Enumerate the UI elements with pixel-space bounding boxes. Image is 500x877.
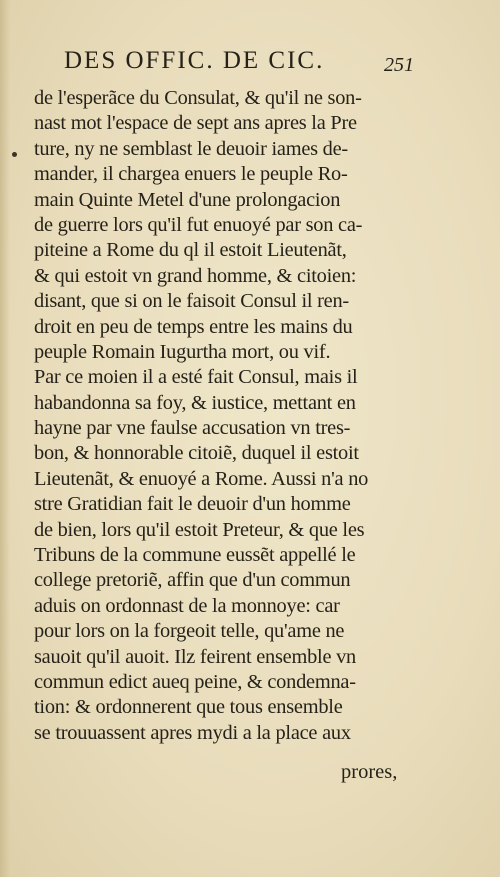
text-line: sauoit qu'il auoit. Ilz feirent ensemble vn [34,645,356,668]
text-line: tion: & ordonnerent que tous ensemble [34,696,343,719]
catchword: prores, [341,761,398,783]
text-line: & qui estoit vn grand homme, & citoien: [34,264,357,287]
text-line: ture, ny ne semblast le deuoir iames de- [34,137,348,160]
text-line: se trouuassent apres mydi a la place aux [34,721,351,744]
text-line: piteine a Rome du ql il estoit Lieutenãt, [34,239,347,262]
text-line: mander, il chargea enuers le peuple Ro- [34,163,348,186]
text-line: bon, & honnorable citoiẽ, duquel il estoit [34,442,359,465]
text-line: Lieutenãt, & enuoyé a Rome. Aussi n'a no [34,467,369,490]
text-line: nast mot l'espace de sept ans apres la Pre [34,112,357,135]
text-line: aduis on ordonnast de la monnoye: car [34,594,340,617]
text-line: Par ce moien il a esté fait Consul, mais il [34,366,358,389]
text-line: commun edict aueq peine, & condemna- [34,670,356,693]
text-line: habandonna sa foy, & iustice, mettant en [34,391,356,414]
margin-mark [12,152,17,157]
text-line: de bien, lors qu'il estoit Preteur, & que les [34,518,365,541]
text-line: peuple Romain Iugurtha mort, ou vif. [34,340,331,363]
text-block [34,86,414,746]
text-line: pour lors on la forgeoit telle, qu'ame ne [34,620,345,643]
text-line: college pretoriẽ, affin que d'un commun [34,569,351,592]
page-number: 251 [384,54,414,76]
text-line: stre Gratidian fait le deuoir d'un homme [34,493,351,516]
text-line: Tribuns de la commune eussẽt appellé le [34,544,356,567]
text-line: disant, que si on le faisoit Consul il ren- [34,290,349,313]
text-line: de guerre lors qu'il fut enuoyé par son ca- [34,213,363,236]
text-line: hayne par vne faulse accusation vn tres- [34,417,351,440]
text-line: de l'esperãce du Consulat, & qu'il ne son- [34,87,362,109]
text-line: main Quinte Metel d'une prolongacion [34,188,341,211]
text-line: droit en peu de temps entre les mains du [34,315,353,338]
running-head: DES OFFIC. DE CIC. [64,47,325,74]
page-header [0,46,500,76]
page-shadow [0,0,10,877]
